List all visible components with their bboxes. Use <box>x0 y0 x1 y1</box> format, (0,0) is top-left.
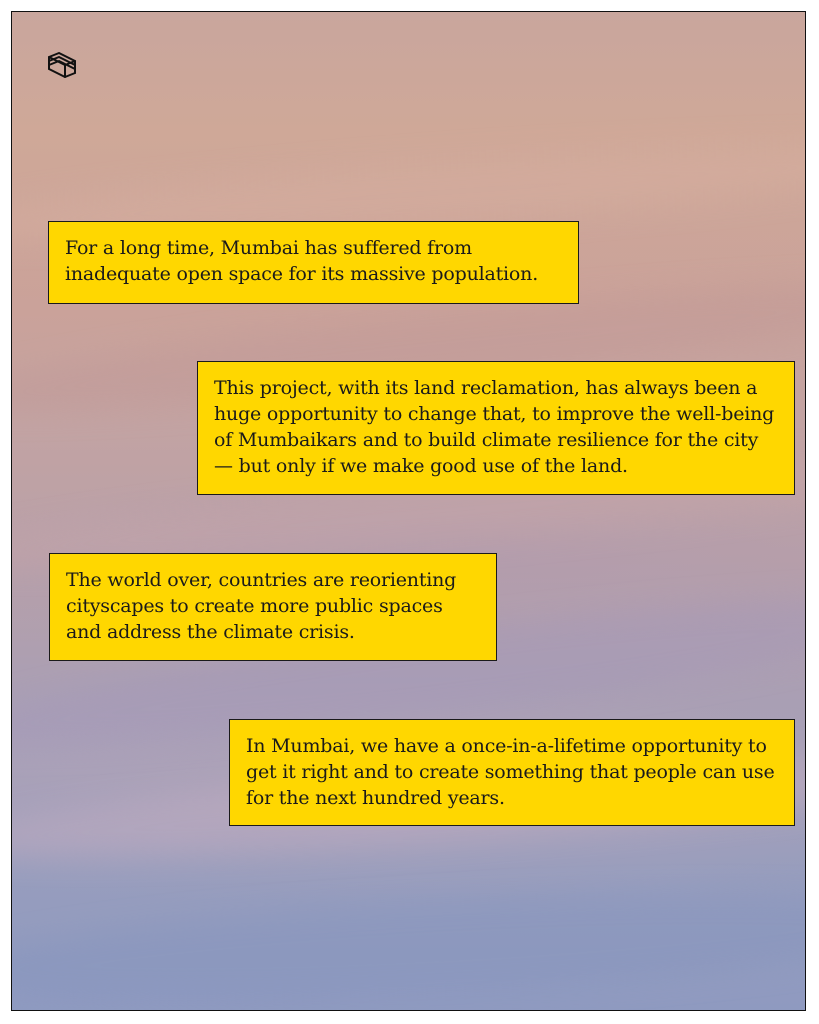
caption-box-4 <box>229 719 795 826</box>
caption-box-2 <box>197 361 795 495</box>
story-slide <box>11 11 806 1011</box>
bench-icon <box>46 51 78 79</box>
caption-text-4: In Mumbai, we have a once-in-a-lifetime opportunity to get it right and to create something that people can use for the next hundred years. <box>246 735 775 809</box>
caption-text-2: This project, with its land reclamation, has always been a huge opportunity to change that, to improve the well-being of Mumbaikars and to build climate resilience for the city — but only if we make good use of the land. <box>214 377 775 477</box>
caption-text-3: The world over, countries are reorienting cityscapes to create more public spaces and address the climate crisis. <box>66 569 457 643</box>
caption-text-1: For a long time, Mumbai has suffered from inadequate open space for its massive population. <box>65 237 539 285</box>
caption-box-3 <box>49 553 497 661</box>
caption-box-1 <box>48 221 579 304</box>
